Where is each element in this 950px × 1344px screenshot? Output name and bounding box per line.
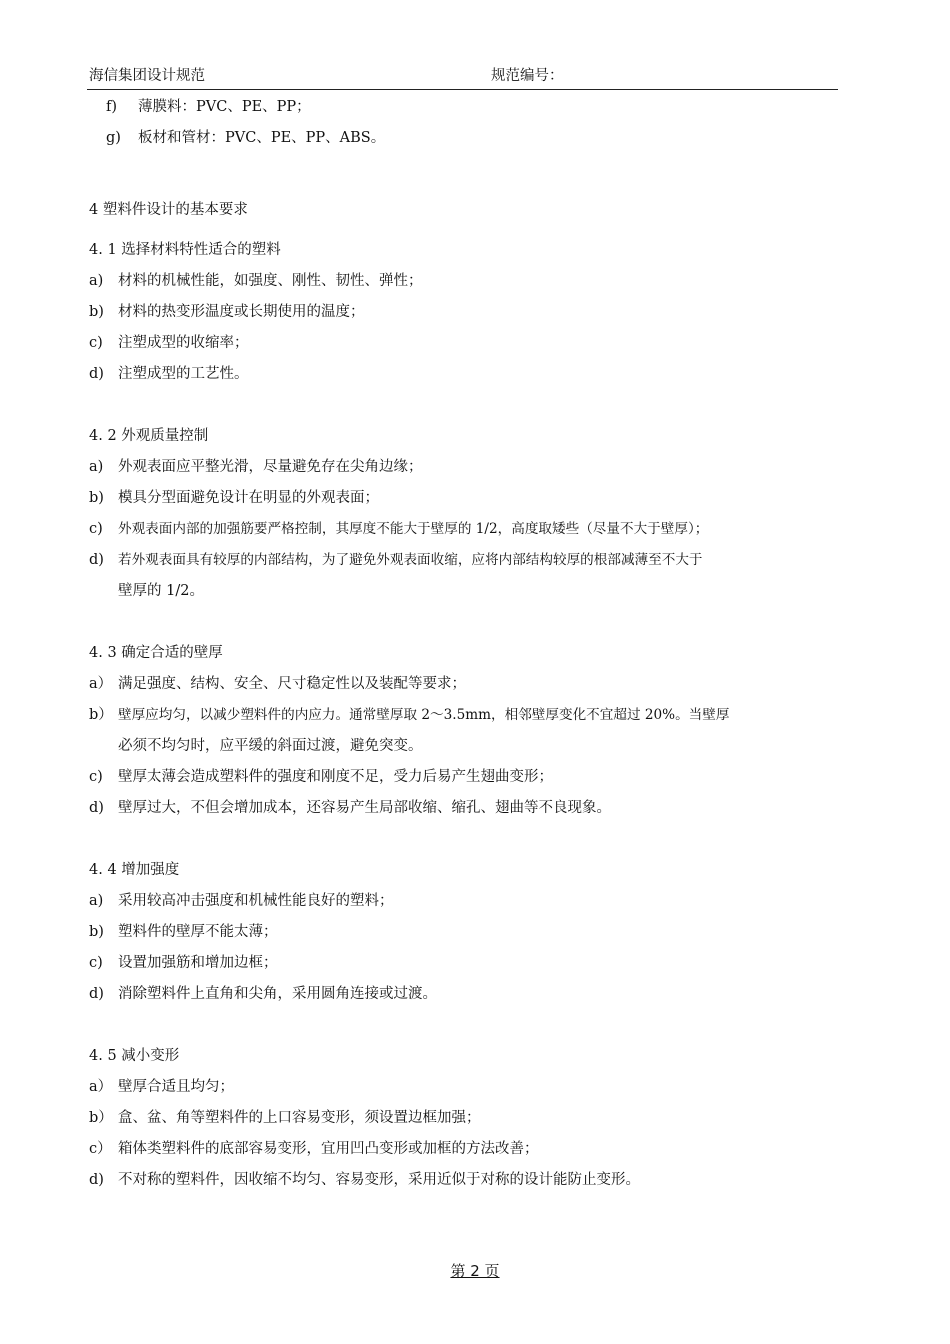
- item-text: 必须不均匀时，应平缓的斜面过渡，避免突变。: [118, 738, 423, 754]
- header-spec-number: 规范编号：: [491, 68, 564, 84]
- item-text: 消除塑料件上直角和尖角，采用圆角连接或过渡。: [118, 986, 437, 1002]
- item-label: d): [89, 552, 104, 568]
- item-label: a): [89, 273, 104, 289]
- item-text: 壁厚合适且均匀；: [118, 1079, 234, 1095]
- item-text: 盒、盆、角等塑料件的上口容易变形，须设置边框加强；: [118, 1110, 481, 1126]
- subsection-heading: 4. 3 确定合适的壁厚: [89, 645, 223, 661]
- item-text: 模具分型面避免设计在明显的外观表面；: [118, 490, 379, 506]
- item-label: d): [89, 1172, 104, 1188]
- item-label: c): [89, 769, 103, 785]
- item-label: a）: [89, 676, 113, 692]
- item-label: c): [89, 335, 103, 351]
- item-label: c): [89, 521, 103, 537]
- item-text: 采用较高冲击强度和机械性能良好的塑料；: [118, 893, 394, 909]
- item-label: a）: [89, 1079, 113, 1095]
- item-label: b): [89, 924, 104, 940]
- item-label: c): [89, 955, 103, 971]
- item-text: 外观表面应平整光滑，尽量避免存在尖角边缘；: [118, 459, 423, 475]
- item-text: 塑料件的壁厚不能太薄；: [118, 924, 278, 940]
- item-label: b）: [89, 1110, 113, 1126]
- header-title: 海信集团设计规范: [89, 68, 205, 84]
- item-text: 壁厚的 1/2。: [118, 583, 204, 599]
- item-label: d): [89, 986, 104, 1002]
- item-label: a): [89, 893, 104, 909]
- item-label: b): [89, 490, 104, 506]
- item-text: 外观表面内部的加强筋要严格控制，其厚度不能大于壁厚的 1/2，高度取矮些（尽量不大于壁厚）；: [118, 521, 709, 537]
- item-text: 壁厚应均匀，以减少塑料件的内应力。通常壁厚取 2～3.5mm，相邻壁厚变化不宜超过 20%。当壁厚: [118, 707, 730, 723]
- section-heading: 4 塑料件设计的基本要求: [89, 202, 248, 218]
- item-text: 材料的热变形温度或长期使用的温度；: [118, 304, 365, 320]
- item-text: 壁厚过大，不但会增加成本，还容易产生局部收缩、缩孔、翅曲等不良现象。: [118, 800, 611, 816]
- item-label: b): [89, 304, 104, 320]
- item-label: d): [89, 366, 104, 382]
- item-text: 材料的机械性能，如强度、刚性、韧性、弹性；: [118, 273, 423, 289]
- subsection-heading: 4. 4 增加强度: [89, 862, 180, 878]
- page-number: 第 2 页: [450, 1262, 500, 1280]
- item-label: f): [106, 99, 118, 115]
- item-text: 若外观表面具有较厚的内部结构，为了避免外观表面收缩，应将内部结构较厚的根部减薄至不大于: [118, 552, 703, 568]
- item-text: 设置加强筋和增加边框；: [118, 955, 278, 971]
- item-text: 注塑成型的收缩率；: [118, 335, 249, 351]
- item-label: c）: [89, 1141, 112, 1157]
- item-text: 满足强度、结构、安全、尺寸稳定性以及装配等要求；: [118, 676, 466, 692]
- page-footer: [0, 1260, 950, 1281]
- item-text: 注塑成型的工艺性。: [118, 366, 249, 382]
- item-text: 板材和管材：PVC、PE、PP、ABS。: [138, 130, 386, 146]
- item-text: 壁厚太薄会造成塑料件的强度和刚度不足，受力后易产生翅曲变形；: [118, 769, 553, 785]
- item-label: g): [106, 130, 121, 146]
- header-rule: [87, 89, 838, 90]
- item-label: a): [89, 459, 104, 475]
- subsection-heading: 4. 1 选择材料特性适合的塑料: [89, 242, 281, 258]
- subsection-heading: 4. 2 外观质量控制: [89, 428, 209, 444]
- item-label: b）: [89, 707, 113, 723]
- subsection-heading: 4. 5 减小变形: [89, 1048, 180, 1064]
- item-text: 箱体类塑料件的底部容易变形，宜用凹凸变形或加框的方法改善；: [118, 1141, 539, 1157]
- item-label: d): [89, 800, 104, 816]
- item-text: 不对称的塑料件，因收缩不均匀、容易变形，采用近似于对称的设计能防止变形。: [118, 1172, 640, 1188]
- item-text: 薄膜料：PVC、PE、PP；: [138, 99, 311, 115]
